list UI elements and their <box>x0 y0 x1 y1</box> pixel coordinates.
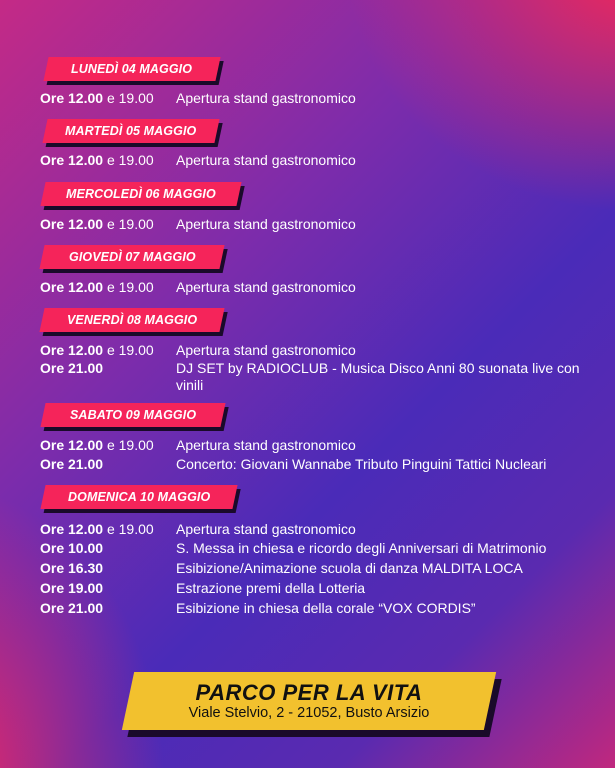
event-time: Ore 12.00 e 19.00 <box>40 521 154 537</box>
day-label: GIOVEDÌ 07 MAGGIO <box>68 250 196 264</box>
event-time: Ore 12.00 e 19.00 <box>40 216 154 232</box>
day-banner-martedi <box>42 119 219 143</box>
event-time: Ore 19.00 <box>40 580 104 596</box>
event-description: Esibizione/Animazione scuola di danza MALDITA LOCA <box>176 560 523 576</box>
event-description: DJ SET by RADIOCLUB - Musica Disco Anni 80 suonata live con vinili <box>176 360 580 393</box>
event-time: Ore 21.00 <box>40 456 104 472</box>
day-label: MARTEDÌ 05 MAGGIO <box>65 124 197 138</box>
day-banner-mercoledi <box>40 182 241 206</box>
event-time: Ore 12.00 e 19.00 <box>40 90 154 106</box>
event-time: Ore 12.00 e 19.00 <box>40 437 154 453</box>
day-banner-domenica <box>40 485 237 509</box>
event-description: Apertura stand gastronomico <box>176 152 356 168</box>
event-time: Ore 21.00 <box>40 600 104 616</box>
event-description: Apertura stand gastronomico <box>176 216 356 232</box>
venue-box <box>128 672 490 730</box>
event-time: Ore 12.00 e 19.00 <box>40 342 154 358</box>
day-label: VENERDÌ 08 MAGGIO <box>66 313 198 327</box>
event-description: Concerto: Giovani Wannabe Tributo Pinguini Tattici Nucleari <box>176 456 547 472</box>
event-description: Apertura stand gastronomico <box>176 279 356 295</box>
day-banner-giovedi <box>39 245 224 269</box>
event-description: Apertura stand gastronomico <box>176 437 356 453</box>
event-time: Ore 12.00 e 19.00 <box>40 279 154 295</box>
day-banner-venerdi <box>39 308 224 332</box>
event-description: Esibizione in chiesa della corale “VOX CORDIS” <box>176 600 476 616</box>
day-label: LUNEDÌ 04 MAGGIO <box>71 62 193 76</box>
event-time: Ore 16.30 <box>40 560 104 576</box>
day-banner-sabato <box>40 403 225 427</box>
event-description: Apertura stand gastronomico <box>176 521 356 537</box>
event-description: Apertura stand gastronomico <box>176 342 356 358</box>
event-time: Ore 12.00 e 19.00 <box>40 152 154 168</box>
day-label: MERCOLEDÌ 06 MAGGIO <box>66 187 216 201</box>
day-banner-lunedi <box>43 57 220 81</box>
event-description: S. Messa in chiesa e ricordo degli Anniversari di Matrimonio <box>176 540 547 556</box>
day-label: SABATO 09 MAGGIO <box>69 408 197 422</box>
event-description: Estrazione premi della Lotteria <box>176 580 366 596</box>
venue-address: Viale Stelvio, 2 - 21052, Busto Arsizio <box>188 705 430 721</box>
event-time: Ore 21.00 <box>40 360 104 376</box>
event-time: Ore 10.00 <box>40 540 104 556</box>
day-label: DOMENICA 10 MAGGIO <box>67 490 211 504</box>
event-description: Apertura stand gastronomico <box>176 90 356 106</box>
venue-title: PARCO PER LA VITA <box>195 680 423 705</box>
